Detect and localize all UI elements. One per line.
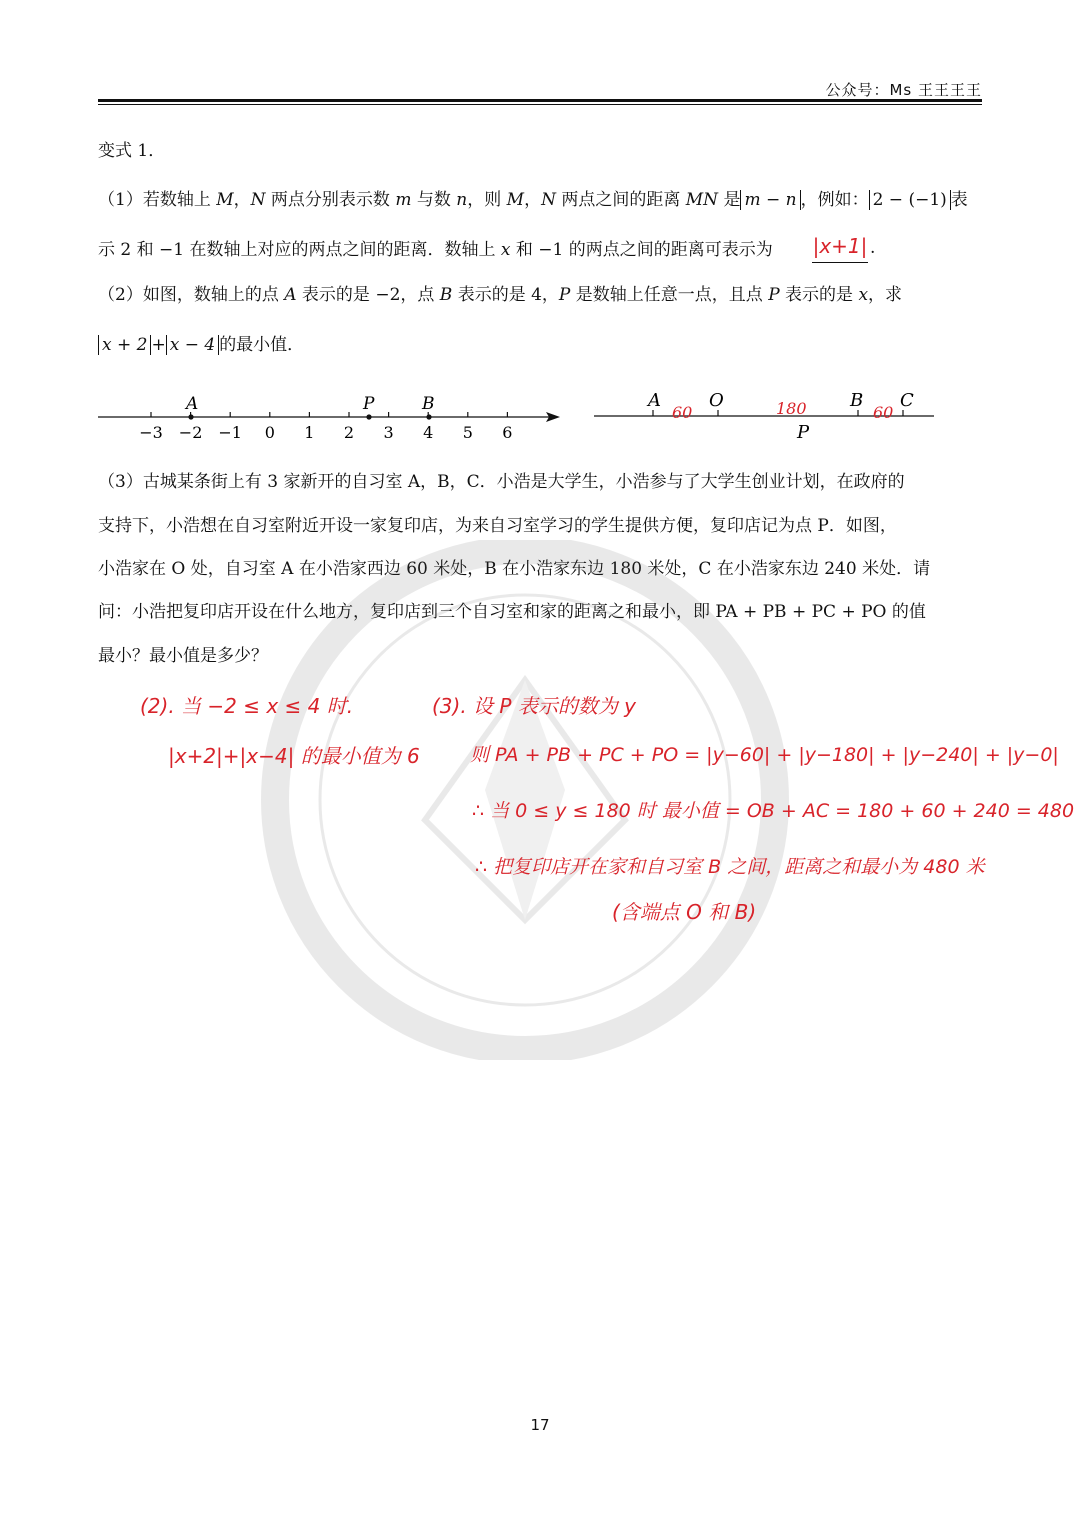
label-C: C [900,390,914,411]
tick-label: −3 [139,423,163,442]
q1-line2: 示 2 和 −1 在数轴上对应的两点之间的距离．数轴上 x 和 −1 的两点之间的距离可表示为 [98,240,773,260]
dist-BC: 60 [873,403,894,422]
label-O: O [709,390,724,411]
tick-label: −2 [178,423,203,442]
abs-x-plus-2: x + 2 [98,335,151,355]
tick-label: 6 [502,423,513,442]
q1-period: . [870,238,876,258]
section-title: 变式 1． [98,141,166,161]
header-rule-thick [98,99,982,102]
q2-line2: x + 2 + x − 4 的最小值． [98,333,982,357]
point-A-dot [188,414,193,419]
tick-label: 0 [264,423,275,442]
label-P: P [363,394,375,414]
label-A2: A [648,390,661,411]
q3-line2: 支持下，小浩想在自习室附近开设一家复印店，为来自习室学习的学生提供方便，复印店记为点 P．如图， [98,516,897,536]
hand-q3-line1: (3). 设 P 表示的数为 y [432,694,637,718]
label-A: A [186,394,199,414]
tick-label: 2 [343,423,355,442]
q2-line1: （2）如图，数轴上的点 A 表示的是 −2，点 B 表示的是 4，P 是数轴上任意一点，且点 P 表示的是 x，求 [98,285,903,305]
page-number: 17 [530,1416,550,1434]
hand-q3-line2: 则 PA + PB + PC + PO = |y−60| + |y−180| + |y−240| + |y−0| [470,744,1059,766]
q3-line4: 问：小浩把复印店开设在什么地方，复印店到三个自习室和家的距离之和最小，即 PA + PB + PC + PO 的值 [98,602,926,622]
abs-x-minus-4: x − 4 [166,335,219,355]
hand-q2-line1: (2). 当 −2 ≤ x ≤ 4 时. [140,694,354,718]
number-line-figure [90,385,570,445]
header-rule-thin [98,104,982,105]
label-P2: P [797,422,810,443]
street-line-figure [590,382,940,444]
q3-line5: 最小？最小值是多少？ [98,646,268,666]
label-B: B [422,394,435,414]
tick-label: 3 [383,423,394,442]
tick-label: 5 [462,423,473,442]
hand-q2-line2: |x+2|+|x−4| 的最小值为 6 [168,744,420,768]
hand-q3-line5: (含端点 O 和 B) [612,900,757,924]
tick-label: 4 [423,423,434,442]
tick-label: −1 [218,423,242,442]
header-account: 公众号：Ms 王王王王 [825,81,982,99]
point-B-dot [426,414,431,419]
q3-line1: （3）古城某条街上有 3 家新开的自习室 A，B，C．小浩是大学生，小浩参与了大学生创业计划，在政府的 [98,472,905,492]
q1-line1: （1）若数轴上 M，N 两点分别表示数 m 与数 n，则 M，N 两点之间的距离 MN 是 m − n ，例如： 2 − (−1) 表 [98,190,968,210]
q3-line3: 小浩家在 O 处，自习室 A 在小浩家西边 60 米处，B 在小浩家东边 180 米处，C 在小浩家东边 240 米处．请 [98,559,931,579]
dist-AO: 60 [672,403,693,422]
dist-OB: 180 [776,399,807,418]
q1-answer-blank: |x+1| [812,234,868,263]
abs-example: 2 − (−1) [869,190,951,210]
hand-q3-line3: ∴ 当 0 ≤ y ≤ 180 时 最小值 = OB + AC = 180 + 60 + 240 = 480 [472,800,1075,822]
point-P-dot [366,414,371,419]
label-B2: B [850,390,864,411]
tick-label: 1 [304,423,315,442]
hand-q3-line4: ∴ 把复印店开在家和自习室 B 之间，距离之和最小为 480 米 [475,856,985,878]
abs-m-minus-n: m − n [740,190,800,210]
